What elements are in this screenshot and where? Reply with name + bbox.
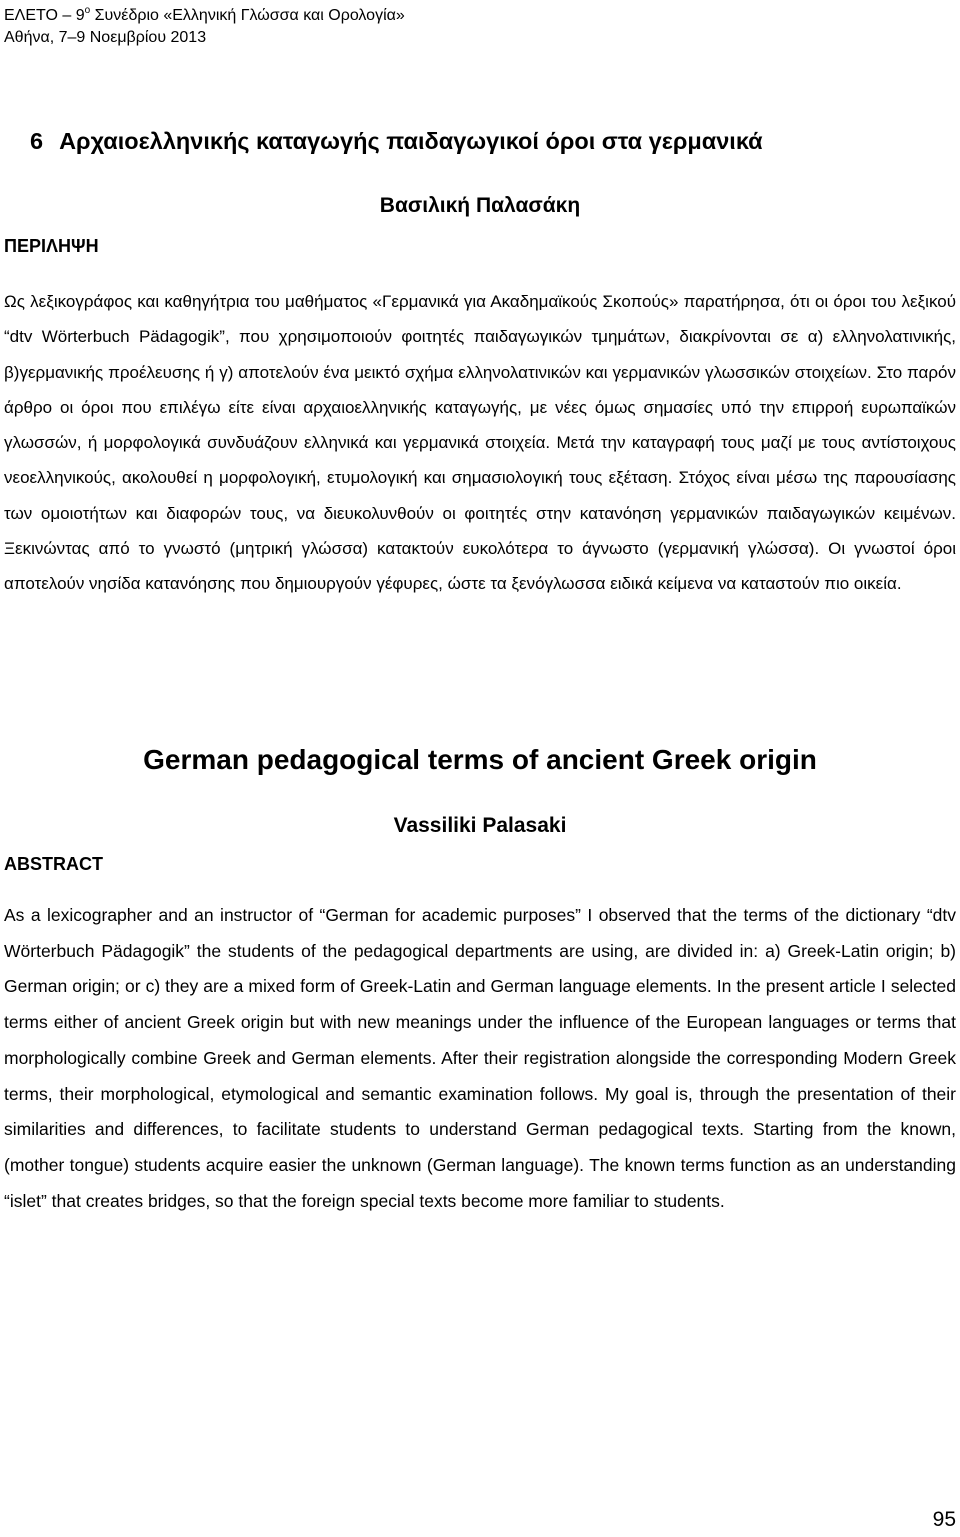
conference-name-prefix: ΕΛΕΤΟ – 9: [4, 7, 85, 24]
conference-name: [4, 5, 405, 27]
english-author: Vassiliki Palasaki: [393, 814, 567, 837]
greek-abstract-heading: ΠΕΡΙΛΗΨΗ: [4, 236, 99, 256]
greek-title-text: Αρχαιοελληνικής καταγωγής παιδαγωγικοί όροι στα γερμανικά: [59, 128, 763, 154]
greek-paper-title: [30, 128, 763, 155]
page-number: 95: [932, 1508, 956, 1531]
english-paper-title: German pedagogical terms of ancient Greek origin: [143, 744, 817, 775]
paper-number: 6: [30, 128, 44, 154]
english-abstract-heading: ABSTRACT: [4, 854, 103, 874]
greek-author: Βασιλική Παλασάκη: [379, 194, 581, 217]
conference-place-date: Αθήνα, 7–9 Νοεμβρίου 2013: [4, 29, 207, 46]
running-header: [4, 5, 405, 49]
greek-abstract-text: Ως λεξικογράφος και καθηγήτρια του μαθήματος «Γερμανικά για Ακαδημαϊκούς Σκοπούς» παρατήρησα, ότι οι όροι του λεξικού “dtv Wörterbuch Pädagogik”, που χρησιμοποιούν φοιτητές παιδαγωγικών τμημάτων, διακρίνονται σε α) ελληνολατινικής, β)γερμανικής προέλευσης ή γ) αποτελούν ένα μεικτό σχήμα ελληνολατινικών και γερμανικών γλωσσικών στοιχείων. Στο παρόν άρθρο οι όροι που επιλέγω είτε είναι αρχαιοελληνικής καταγωγής, με νέες όμως σημασίες υπό την επιρροή ευρωπαϊκών γλωσσών, ή μορφολογικά συνδυάζουν ελληνικά και γερμανικά στοιχεία. Μετά την καταγραφή τους μαζί με τους αντίστοιχους νεοελληνικούς, ακολουθεί η μορφολογική, ετυμολογική και σημασιολογική τους εξέταση. Στόχος είναι μέσω της παρουσίασης των ομοιοτήτων και διαφορών τους, να διευκολυνθούν οι φοιτητές στην κατανόηση γερμανικών παιδαγωγικών κειμένων. Ξεκινώντας από το γνωστό (μητρική γλώσσα) κατακτούν ευκολότερα το άγνωστο (γερμανική γλώσσα). Οι γνωστοί όροι αποτελούν νησίδα κατανόησης που δημιουργούν γέφυρες, ώστε τα ξενόγλωσσα ειδικά κείμενα να καταστούν πιο οικεία.: [4, 292, 956, 594]
ordinal-superscript: ο: [84, 4, 91, 16]
conference-name-suffix: Συνέδριο «Ελληνική Γλώσσα και Ορολογία»: [90, 7, 405, 24]
english-abstract-text: As a lexicographer and an instructor of “German for academic purposes” I observed that the terms of the dictionary “dtv Wörterbuch Pädagogik” the students of the pedagogical departments are using, are divided in: a) Greek-Latin origin; b) German origin; or c) they are a mixed form of Greek-Latin and German language elements. In the present article I selected terms either of ancient Greek origin but with new meanings under the influence of the European languages or terms that morphologically combine Greek and German elements. After their registration alongside the corresponding Modern Greek terms, their morphological, etymological and semantic examination follows. My goal is, through the presentation of their similarities and differences, to facilitate students to understand German pedagogical texts. Starting from the known, (mother tongue) students acquire easier the unknown (German language). The known terms function as an understanding “islet” that creates bridges, so that the foreign special texts become more familiar to students.: [4, 905, 956, 1211]
